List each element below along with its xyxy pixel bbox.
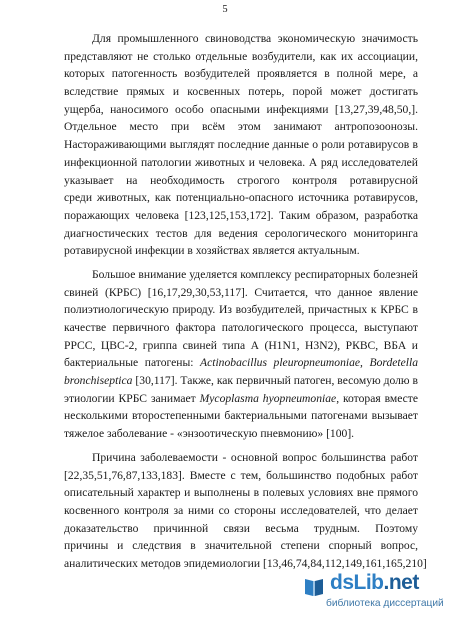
- text-line: Причина заболеваемости - основной вопрос большинства работ: [92, 450, 418, 464]
- text-line: свиней (КРБС) [16,17,29,30,53,117]. Считается, что данное явление: [64, 285, 418, 299]
- text-line: которых патогенность возбудителей проявляется в полной мере, а: [64, 67, 418, 81]
- page-number: 5: [222, 4, 228, 15]
- text-line: качестве первичного фактора патологического процесса, выступают: [64, 321, 418, 334]
- document-body: [64, 30, 427, 573]
- text-line: ротавирусной инфекции в хозяйствах является актуальным.: [64, 244, 360, 258]
- text-line: описательный характер и выполнены в полевых условиях вне прямого: [64, 486, 418, 500]
- text-line: среди животных, как потенциально-опасного источника ротавирусов,: [64, 191, 418, 205]
- text-line: Отдельное место при всём этом занимают антропозоонозы.: [64, 120, 418, 134]
- text-line: поражающих человека [123,125,153,172]. Таким образом, разработка: [64, 208, 418, 222]
- text-line: полиэтиологическую природу. Из возбудителей, причастных к КРБС в: [64, 303, 418, 317]
- text-line: Большое внимание уделяется комплексу респираторных болезней: [92, 267, 418, 281]
- watermark-brand-main: dsLib: [330, 571, 384, 594]
- text-line: косвенного контроля за ними со стороны исследователей, что делает: [64, 503, 418, 517]
- text-line: указывает на необходимость строгого контроля ротавирусной: [64, 173, 418, 187]
- text-line: Для промышленного свиноводства экономическую значимость: [92, 32, 418, 45]
- text-line: тяжелое заболевание - «энзоотическую пневмонию» [100].: [64, 427, 355, 441]
- text-line: причины и следствия в значительной степени спорный вопрос,: [64, 539, 418, 553]
- text-line: инфекционной патологии животных и человека. А ряд исследователей: [64, 155, 418, 169]
- text-line: ущерба, наносимого особо опасными инфекциями [13,27,39,48,50,].: [64, 102, 418, 116]
- text-line: [22,35,51,76,87,133,183]. Вместе с тем, большинство подобных работ: [64, 468, 418, 482]
- text-line: вследствие прямых и косвенных потерь, порой может достигать: [64, 85, 418, 99]
- text-line: представляют не столько отдельные возбудители, как их ассоциации,: [64, 49, 418, 63]
- text-line: диагностических тестов для ведения серологического мониторинга: [64, 226, 418, 240]
- dslib-logo-icon: [302, 575, 326, 599]
- watermark-subtitle: библиотека диссертаций: [326, 598, 444, 609]
- watermark-brand-domain: .net: [383, 571, 419, 594]
- text-line: этиологии КРБС занимает Mycoplasma hyopneumoniae, которая вместе: [64, 391, 418, 405]
- text-line: bronchiseptica [30,117]. Также, как первичный патоген, весомую долю в: [64, 374, 418, 388]
- text-line: РРСС, ЦВС-2, гриппа свиней типа А (H1N1, H3N2), РКВС, ВБА и: [64, 338, 418, 352]
- text-line: аналитических методов эпидемиологии [13,46,74,84,112,149,161,165,210]: [64, 556, 427, 570]
- text-line: доказательство причинной связи весьма трудным. Поэтому: [64, 521, 418, 535]
- watermark-brand: [330, 571, 419, 595]
- dslib-watermark: [302, 571, 447, 613]
- text-line: несколькими второстепенными бактериальными патогенами вызывает: [64, 409, 418, 423]
- text-line: Настораживающими выглядят последние данные о роли ротавирусов в: [64, 138, 418, 152]
- text-line: бактериальные патогены: Actinobacillus pleuropneumoniae, Bordetella: [64, 356, 418, 370]
